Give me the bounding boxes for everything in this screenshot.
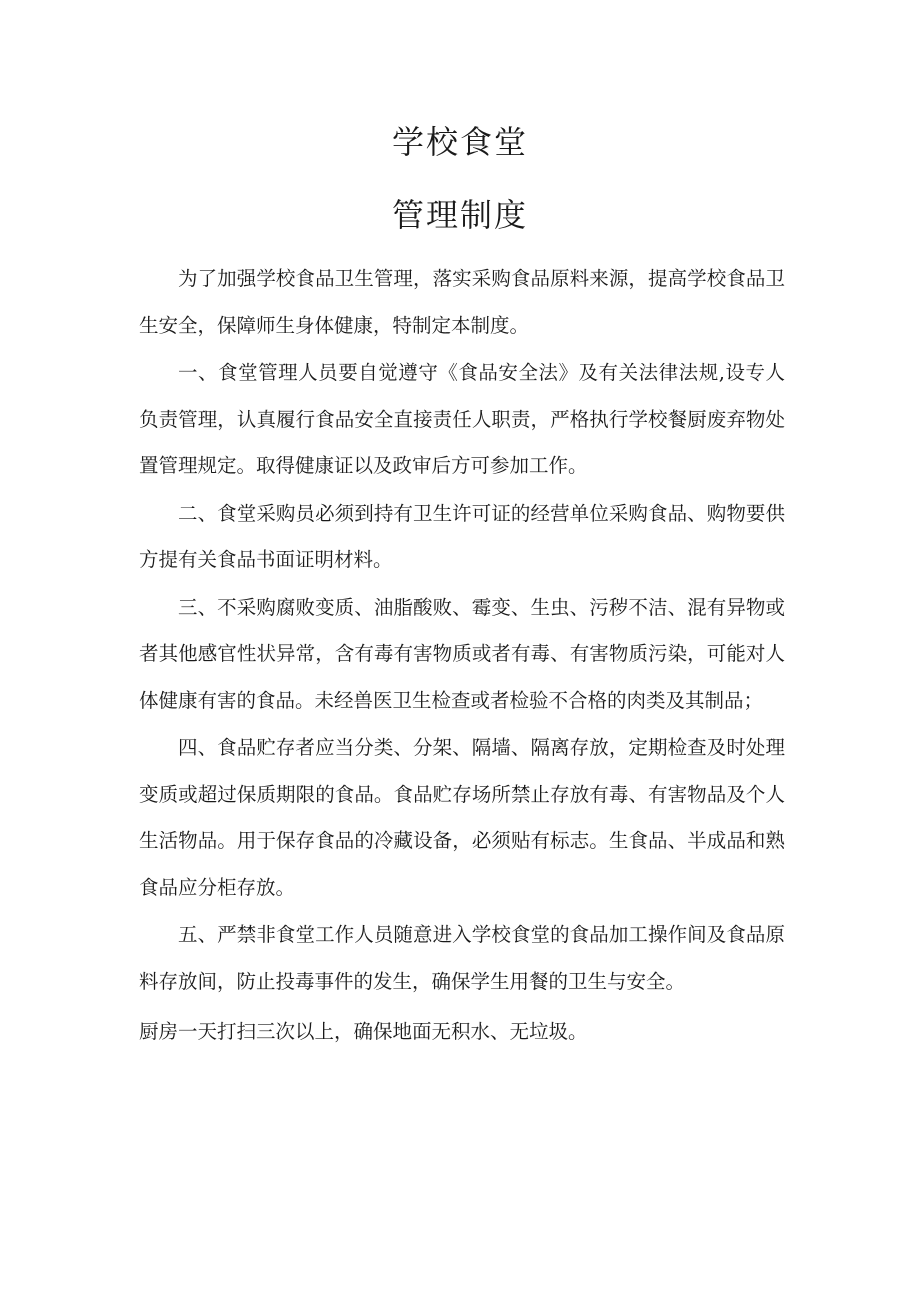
rule-paragraph-3: 三、不采购腐败变质、油脂酸败、霉变、生虫、污秽不洁、混有异物或者其他感官性状异常，含有毒有害物质或者有毒、有害物质污染，可能对人体健康有害的食品。未经兽医卫生检查或者检验不合格的肉类及其制品； — [139, 595, 785, 712]
intro-paragraph: 为了加强学校食品卫生管理，落实采购食品原料来源，提高学校食品卫生安全，保障师生身体健康，特制定本制度。 — [139, 267, 785, 337]
document-title-line-2: 管理制度 — [391, 196, 528, 234]
rule-paragraph-2: 二、食堂采购员必须到持有卫生许可证的经营单位采购食品、购物要供方提有关食品书面证明材料。 — [139, 501, 785, 571]
rule-paragraph-1: 一、食堂管理人员要自觉遵守《食品安全法》及有关法律法规,设专人负责管理，认真履行食品安全直接责任人职责，严格执行学校餐厨废弃物处置管理规定。取得健康证以及政审后方可参加工作。 — [139, 361, 785, 477]
document-body — [139, 256, 785, 1056]
document-title-line-1: 学校食堂 — [391, 123, 528, 161]
rule-paragraph-5: 五、严禁非食堂工作人员随意进入学校食堂的食品加工操作间及食品原料存放间，防止投毒事件的发生，确保学生用餐的卫生与安全。 — [139, 923, 785, 993]
closing-paragraph: 厨房一天打扫三次以上，确保地面无积水、无垃圾。 — [139, 1020, 588, 1043]
rule-paragraph-4: 四、食品贮存者应当分类、分架、隔墙、隔离存放，定期检查及时处理变质或超过保质期限的食品。食品贮存场所禁止存放有毒、有害物品及个人生活物品。用于保存食品的冷藏设备，必须贴有标志。生食品、半成品和熟食品应分柜存放。 — [139, 736, 785, 899]
